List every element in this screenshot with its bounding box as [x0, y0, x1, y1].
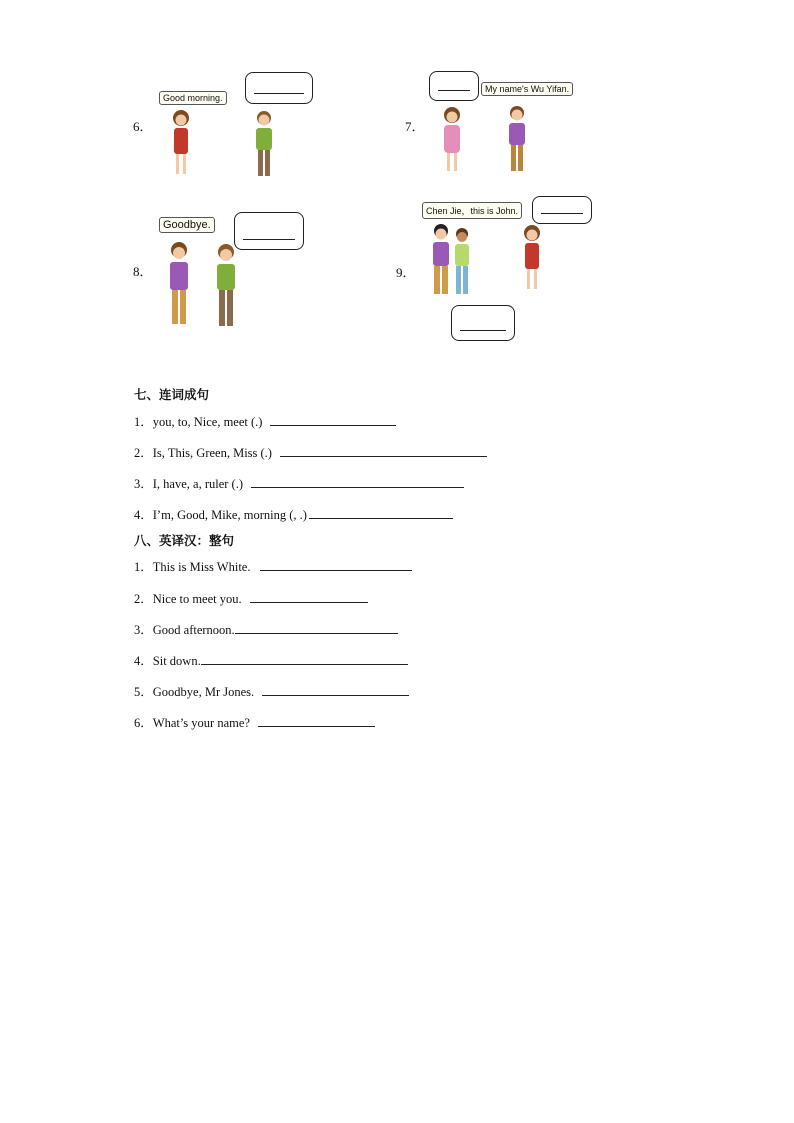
boy-figure-icon: [249, 108, 279, 180]
picture-6-speech: Good morning.: [159, 91, 227, 105]
boy-figure-icon: [164, 240, 194, 326]
answer-blank[interactable]: [460, 330, 506, 331]
item-number: 1．: [134, 415, 153, 429]
picture-8-number: 8．: [133, 264, 153, 279]
answer-blank[interactable]: [309, 506, 453, 519]
item-text: Sit down.: [152, 654, 201, 668]
picture-9-number: 9．: [396, 265, 416, 280]
item-number: 5．: [134, 685, 153, 699]
picture-9-speech: Chen Jie，this is John.: [422, 202, 522, 219]
answer-blank[interactable]: [262, 683, 409, 696]
item-text: Good afternoon.: [152, 623, 235, 637]
girl-figure-icon: [518, 222, 546, 294]
item-number: 3．: [134, 477, 153, 491]
picture-7-speech: My name's Wu Yifan.: [481, 82, 573, 96]
item-number: 2．: [134, 446, 153, 460]
section8-item-4: [134, 651, 408, 669]
answer-blank[interactable]: [541, 213, 583, 214]
item-number: 4．: [134, 654, 153, 668]
answer-blank[interactable]: [438, 90, 470, 91]
item-number: 3．: [134, 623, 153, 637]
answer-blank[interactable]: [270, 413, 396, 426]
picture-9-answer-bubble-bottom: [451, 305, 515, 341]
item-text: I’m, Good, Mike, morning (, .): [152, 508, 307, 522]
item-text: I, have, a, ruler (.): [152, 477, 243, 491]
section8-heading: 八、英译汉：整句: [134, 533, 235, 548]
answer-blank[interactable]: [243, 239, 295, 240]
section7-item-3: [134, 474, 464, 492]
section8-item-1: [134, 557, 412, 575]
item-text: Goodbye, Mr Jones.: [152, 685, 255, 699]
answer-blank[interactable]: [258, 714, 375, 727]
answer-blank[interactable]: [250, 590, 368, 603]
item-number: 6．: [134, 716, 153, 730]
section8-item-2: [134, 589, 368, 607]
picture-9-answer-bubble-top: [532, 196, 592, 224]
girl-figure-icon: [166, 106, 196, 178]
item-text: you, to, Nice, meet (.): [152, 415, 263, 429]
item-text: Is, This, Green, Miss (.): [152, 446, 272, 460]
section7-heading: 七、连词成句: [134, 387, 210, 402]
section8-item-3: [134, 620, 398, 638]
answer-blank[interactable]: [235, 621, 398, 634]
item-text: What’s your name?: [152, 716, 250, 730]
section8-item-6: [134, 713, 375, 731]
picture-8-answer-bubble: [234, 212, 304, 250]
section7-item-2: [134, 443, 487, 461]
item-text: Nice to meet you.: [152, 592, 242, 606]
answer-blank[interactable]: [251, 475, 464, 488]
picture-6-answer-bubble: [245, 72, 313, 104]
item-number: 1．: [134, 560, 153, 574]
answer-blank[interactable]: [260, 558, 412, 571]
picture-6-number: 6．: [133, 119, 153, 134]
answer-blank[interactable]: [280, 444, 487, 457]
picture-7-answer-bubble: [429, 71, 479, 101]
answer-blank[interactable]: [254, 93, 304, 94]
girl-figure-icon: [437, 103, 467, 175]
boy-figure-icon: [450, 226, 474, 296]
item-number: 2．: [134, 592, 153, 606]
boy-figure-icon: [502, 103, 532, 175]
item-number: 4．: [134, 508, 153, 522]
section8-item-5: [134, 682, 409, 700]
section7-item-4: [134, 505, 453, 523]
boy-figure-icon: [211, 242, 241, 328]
picture-8-speech: Goodbye.: [159, 217, 215, 233]
section7-item-1: [134, 412, 396, 430]
picture-7-number: 7．: [405, 119, 425, 134]
item-text: This is Miss White.: [152, 560, 251, 574]
answer-blank[interactable]: [201, 652, 408, 665]
